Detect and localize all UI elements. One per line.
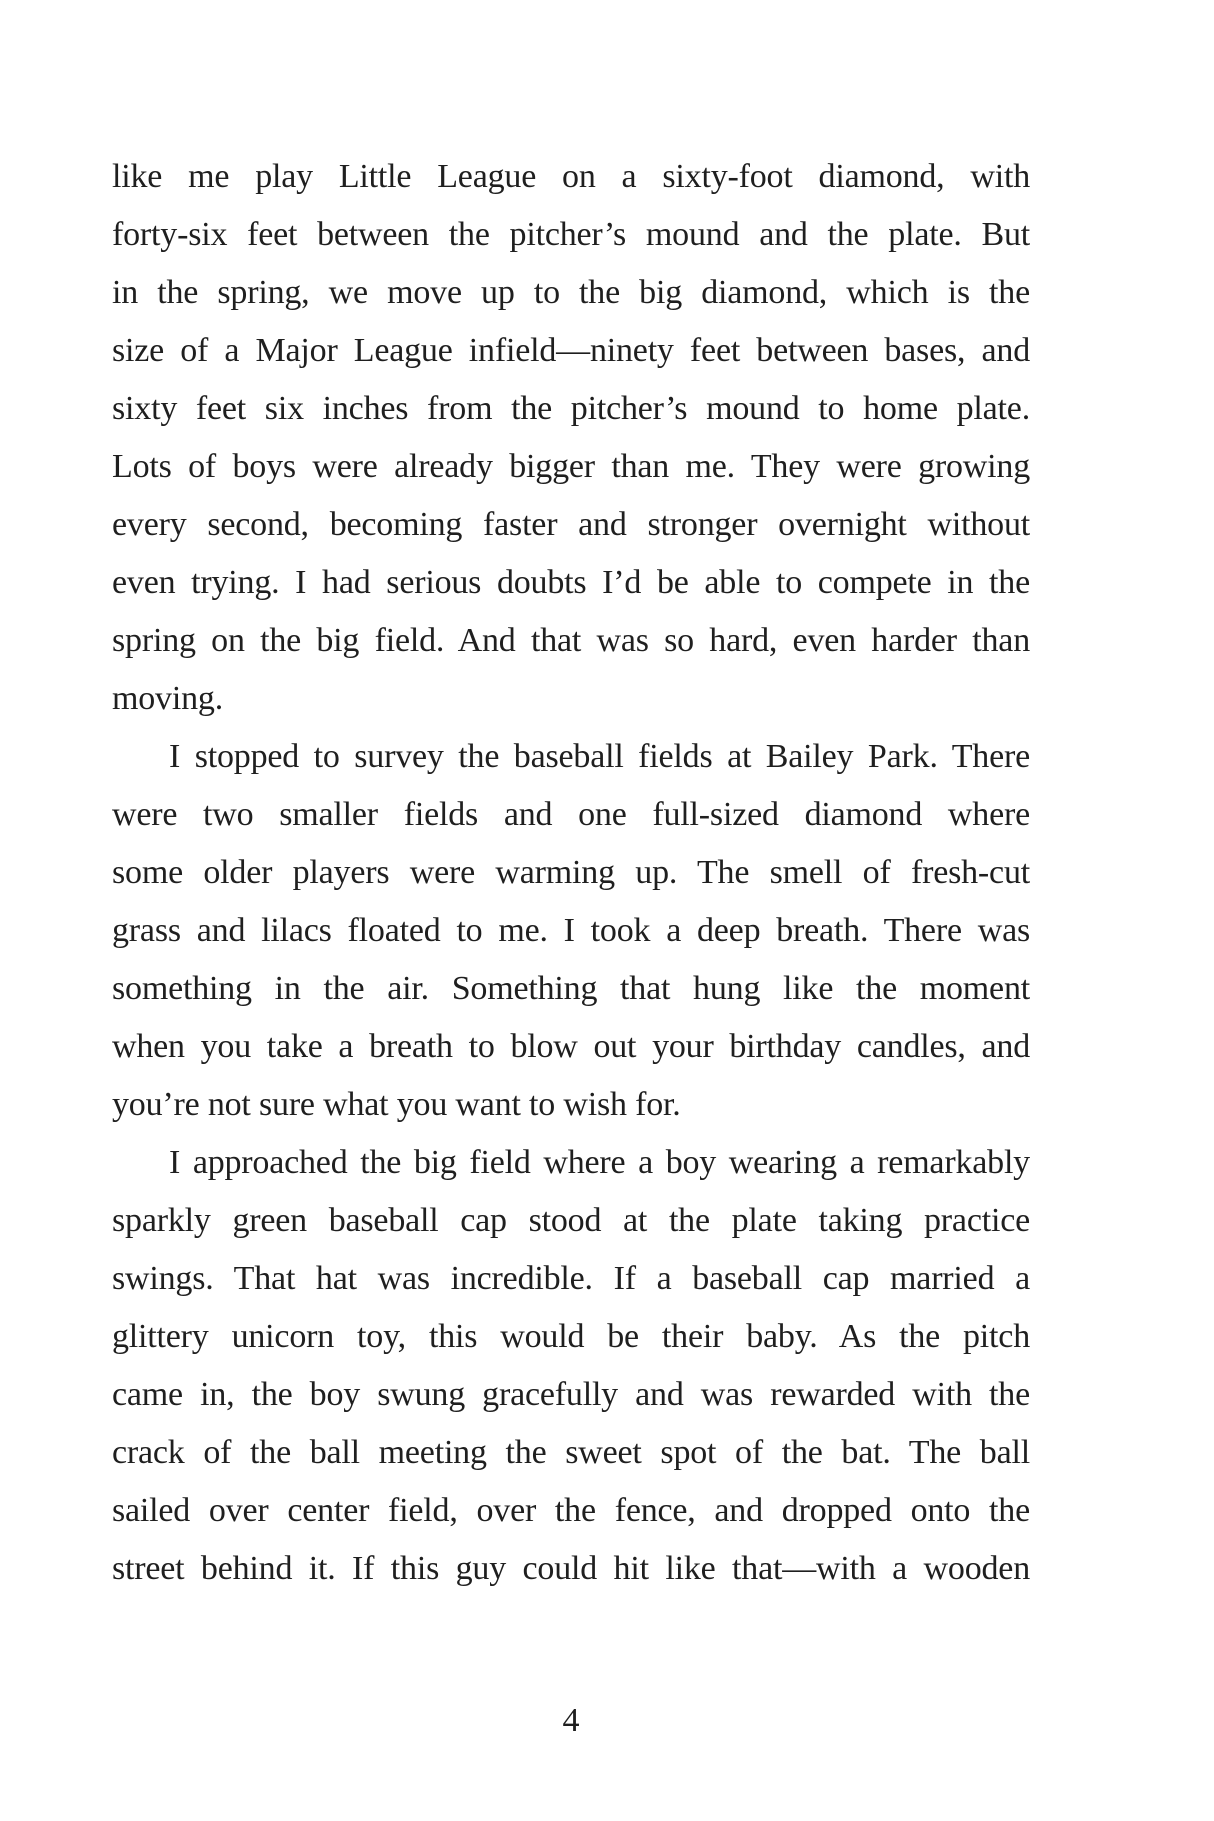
text-line: crack of the ball meeting the sweet spot of the bat. The ball	[112, 1434, 1030, 1471]
text-line: when you take a breath to blow out your birthday candles, and	[112, 1028, 1030, 1065]
paragraph	[112, 728, 1030, 1134]
text-line: sailed over center field, over the fence, and dropped onto the	[112, 1492, 1030, 1529]
paragraph	[112, 148, 1030, 728]
text-line: glittery unicorn toy, this would be their baby. As the pitch	[112, 1318, 1030, 1355]
text-line: even trying. I had serious doubts I’d be able to compete in the	[112, 564, 1030, 601]
text-line: moving.	[112, 680, 223, 717]
text-line: size of a Major League infield—ninety feet between bases, and	[112, 332, 1030, 369]
text-line: in the spring, we move up to the big diamond, which is the	[112, 274, 1030, 311]
text-line: Lots of boys were already bigger than me. They were growing	[112, 448, 1030, 485]
text-line: swings. That hat was incredible. If a baseball cap married a	[112, 1260, 1030, 1297]
text-line: were two smaller fields and one full-sized diamond where	[112, 796, 1030, 833]
paragraph	[112, 1134, 1030, 1598]
text-line: some older players were warming up. The smell of fresh-cut	[112, 854, 1030, 891]
text-line: forty-six feet between the pitcher’s mound and the plate. But	[112, 216, 1030, 253]
text-line: every second, becoming faster and stronger overnight without	[112, 506, 1030, 543]
text-line: grass and lilacs floated to me. I took a deep breath. There was	[112, 912, 1030, 949]
page-number: 4	[562, 1702, 580, 1739]
text-line: sparkly green baseball cap stood at the plate taking practice	[112, 1202, 1030, 1239]
text-line: I approached the big field where a boy wearing a remarkably	[169, 1144, 1030, 1181]
body-text	[112, 148, 1030, 1598]
text-line: street behind it. If this guy could hit like that—with a wooden	[112, 1550, 1030, 1587]
text-line: something in the air. Something that hung like the moment	[112, 970, 1030, 1007]
text-line: spring on the big field. And that was so hard, even harder than	[112, 622, 1030, 659]
text-line: like me play Little League on a sixty-foot diamond, with	[112, 158, 1030, 195]
text-line: came in, the boy swung gracefully and was rewarded with the	[112, 1376, 1030, 1413]
text-line: sixty feet six inches from the pitcher’s mound to home plate.	[112, 390, 1030, 427]
text-line: you’re not sure what you want to wish for.	[112, 1086, 681, 1123]
text-line: I stopped to survey the baseball fields at Bailey Park. There	[169, 738, 1030, 775]
